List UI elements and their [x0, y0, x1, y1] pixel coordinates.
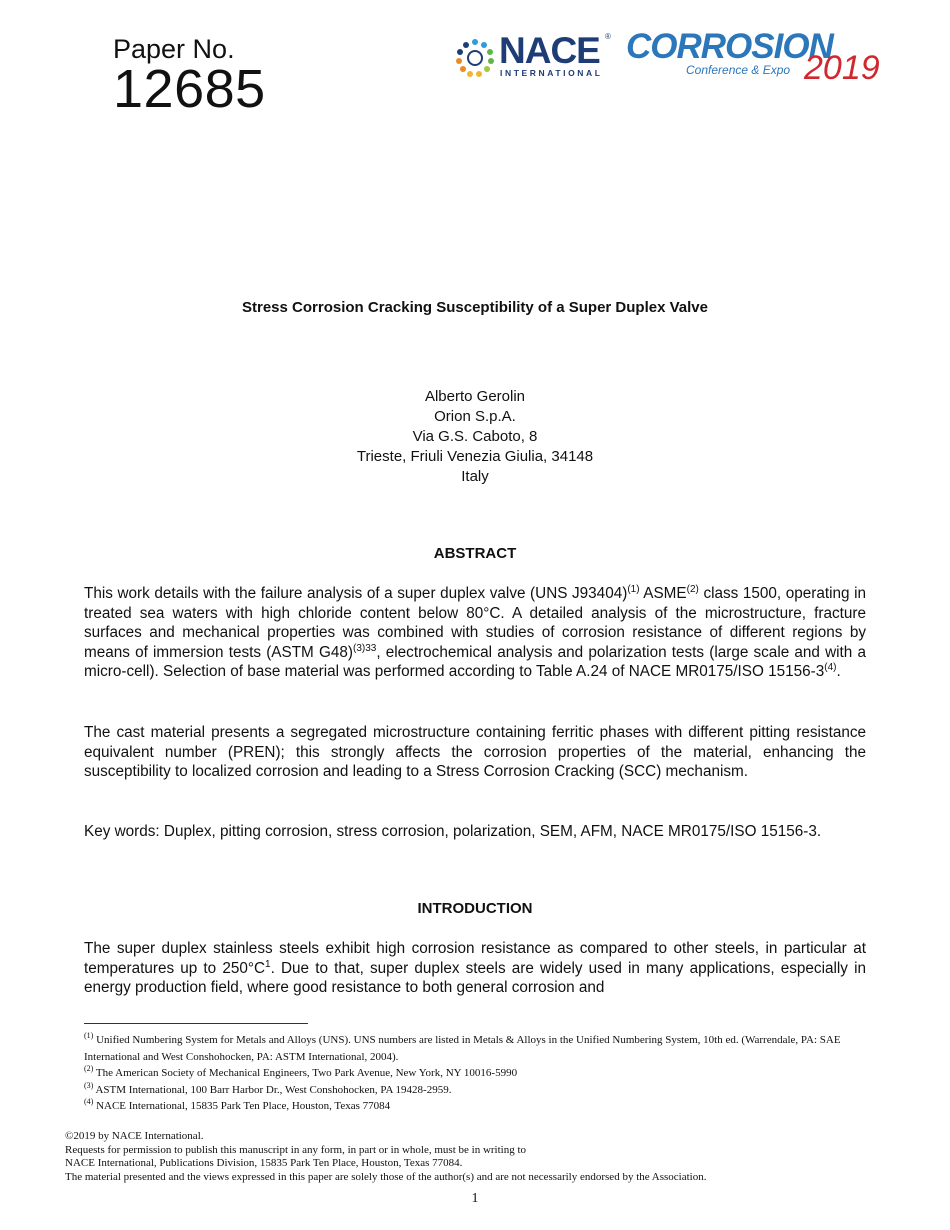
abstract-text: , electrochemical analysis and polarization tests (large scale and with a micro-cell). Selection of base material was performed according to Table A.24 of NACE MR0175/ISO 15156-3	[84, 643, 866, 680]
reference-mark: 1	[265, 958, 271, 970]
paper-number: 12685	[113, 59, 266, 119]
copyright-line: Requests for permission to publish this manuscript in any form, in part or in whole, must be in writing to	[65, 1143, 527, 1156]
nace-emblem-icon	[453, 36, 497, 82]
page-number: 1	[471, 1191, 479, 1206]
introduction-paragraph	[84, 939, 866, 998]
abstract-heading: ABSTRACT	[433, 545, 517, 562]
copyright-line: ©2019 by NACE International.	[65, 1130, 204, 1142]
footnote-mark: (4)	[84, 1097, 94, 1106]
footnote-mark: (1)	[84, 1031, 94, 1040]
author-city: Trieste, Friuli Venezia Giulia, 34148	[356, 448, 594, 465]
abstract-text: ASME	[639, 585, 687, 602]
abstract-paragraph-2: The cast material presents a segregated microstructure containing ferritic phases with different pitting resistance equivalent number (PREN); this strongly affects the corrosion properties of the material, enhancing the susceptibility to localized corrosion and leading to a Stress Corrosion Cracking (SCC) mechanism.	[84, 724, 866, 780]
author-block	[0, 387, 950, 487]
corrosion-logo	[626, 28, 886, 88]
footnote-ref: (2)	[686, 584, 699, 595]
footnote-4	[84, 1098, 874, 1115]
footnote-divider	[84, 1023, 308, 1024]
author-company: Orion S.p.A.	[434, 408, 516, 425]
footnote-ref: (1)	[627, 584, 640, 595]
abstract-paragraph-1	[84, 584, 866, 682]
nace-logo	[453, 32, 613, 82]
footnote-text: The American Society of Mechanical Engineers, Two Park Avenue, New York, NY 10016-5990	[93, 1067, 518, 1079]
abstract-text: This work details with the failure analysis of a super duplex valve (UNS J93404)	[84, 585, 628, 602]
footnote-text: Unified Numbering System for Metals and Alloys (UNS). UNS numbers are listed in Metals & Alloys in the Unified Numbering System, 10th ed. (Warrendale, PA: SAE International and West Conshohocken, PA: ASTM International, 2004).	[84, 1034, 841, 1063]
corrosion-logo-year: 2019	[804, 49, 880, 87]
footnote-ref: (3)33	[352, 642, 377, 654]
paper-title: Stress Corrosion Cracking Susceptibility of a Super Duplex Valve	[242, 299, 708, 316]
paper-label: Paper No.	[113, 34, 235, 64]
author-name: Alberto Gerolin	[424, 388, 526, 405]
copyright-line: The material presented and the views expressed in this paper are solely those of the author(s) and are not necessarily endorsed by the Association.	[65, 1170, 707, 1183]
corrosion-logo-subtext: Conference & Expo	[686, 63, 791, 77]
introduction-text: . Due to that, super duplex steels are widely used in many applications, especially in energy production field, where good resistance to both general corrosion and	[84, 959, 866, 996]
introduction-heading: INTRODUCTION	[417, 900, 533, 917]
footnote-ref: (4)	[824, 662, 837, 673]
footnote-text: NACE International, 15835 Park Ten Place, Houston, Texas 77084	[93, 1100, 391, 1112]
copyright-line: NACE International, Publications Division, 15835 Park Ten Place, Houston, Texas 77084.	[65, 1157, 463, 1170]
footnote-3	[84, 1082, 874, 1099]
corrosion-logo-text: CORROSION	[626, 27, 833, 66]
author-country: Italy	[461, 468, 489, 485]
copyright-block	[65, 1130, 905, 1184]
abstract-text: class 1500, operating in treated sea waters with high chloride content below 80°C. A detailed analysis of the microstructure, fracture surfaces and mechanical properties was combined with studies of corrosion resistance of different regions by means of immersion tests (ASTM G48)	[84, 585, 867, 661]
nace-registered-mark: ®	[605, 32, 611, 41]
footnote-2	[84, 1065, 874, 1082]
author-street: Via G.S. Caboto, 8	[412, 428, 538, 445]
footnote-text: ASTM International, 100 Barr Harbor Dr., West Conshohocken, PA 19428-2959.	[93, 1083, 452, 1096]
footnotes	[84, 1032, 874, 1115]
footnote-1	[84, 1032, 874, 1065]
footnote-mark: (3)	[84, 1080, 94, 1090]
nace-logo-text: NACE	[499, 30, 600, 71]
footnote-mark: (2)	[84, 1064, 94, 1073]
abstract-text: .	[836, 663, 841, 680]
keywords: Key words: Duplex, pitting corrosion, stress corrosion, polarization, SEM, AFM, NACE MR0175/ISO 15156-3.	[84, 823, 822, 840]
introduction-text: The super duplex stainless steels exhibit high corrosion resistance as compared to other steels, in particular at temperatures up to 250°C	[84, 940, 866, 977]
nace-logo-subtext: INTERNATIONAL	[500, 68, 603, 78]
